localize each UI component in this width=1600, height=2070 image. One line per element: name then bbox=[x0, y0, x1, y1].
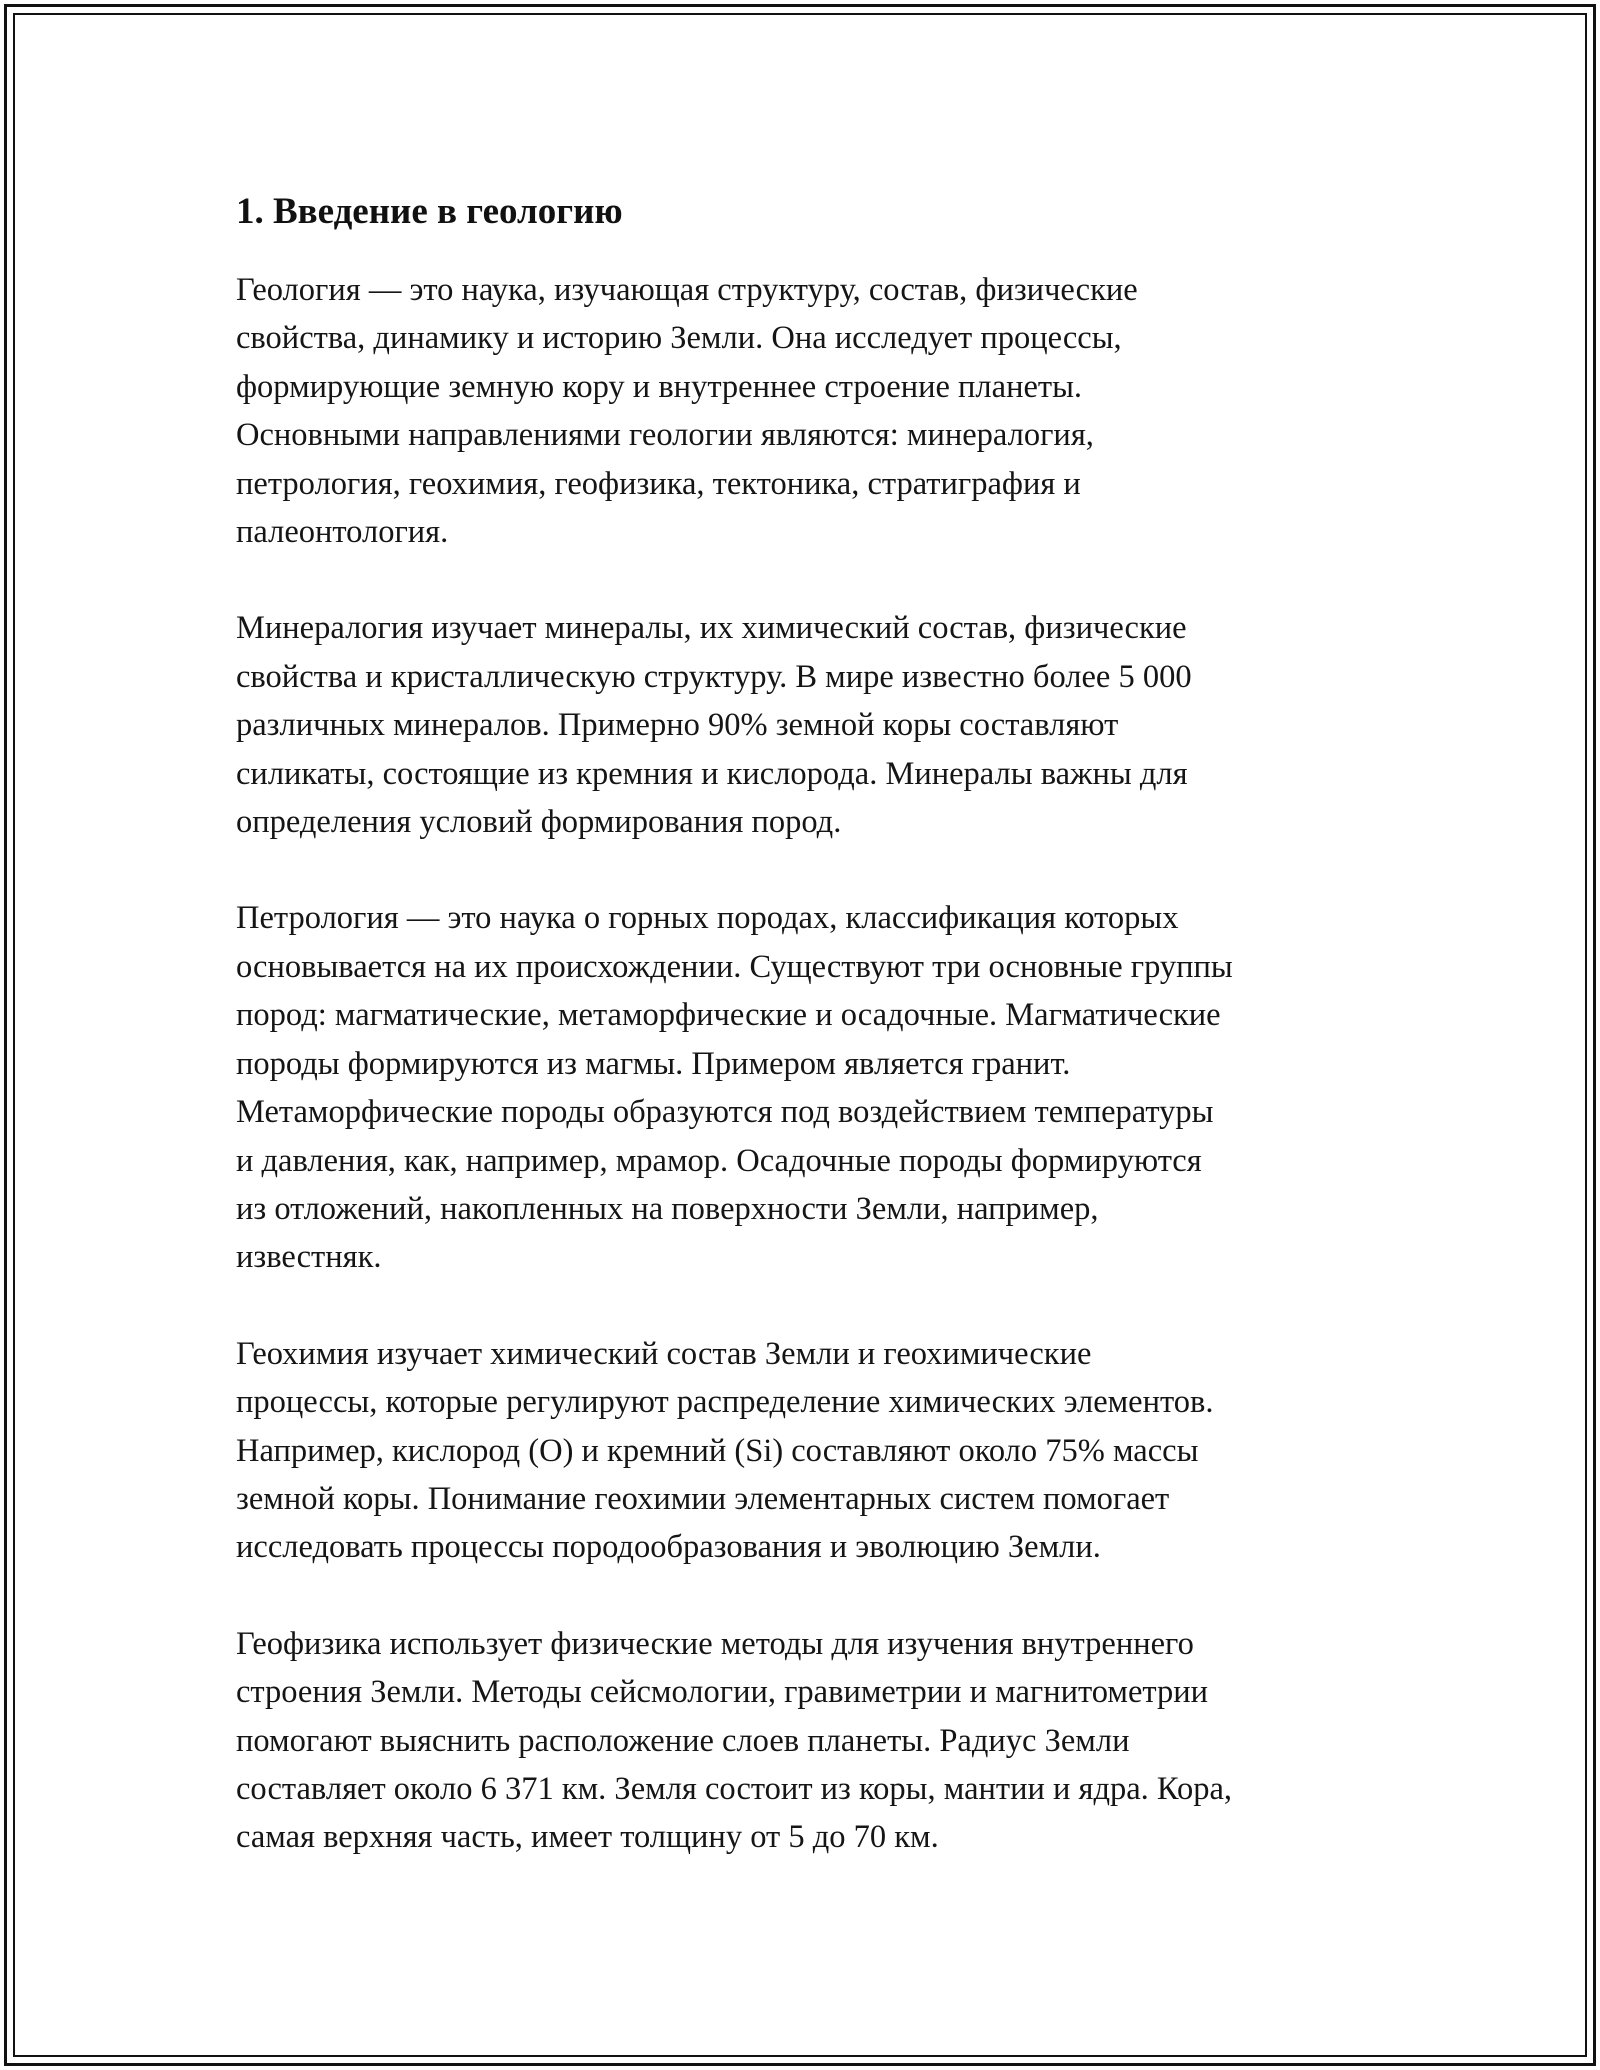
text-line: палеонтология. bbox=[236, 514, 449, 551]
text-line: помогают выяснить расположение слоев планеты. Радиус Земли bbox=[236, 1722, 1130, 1759]
text-line: известняк. bbox=[236, 1239, 382, 1276]
text-line: самая верхняя часть, имеет толщину от 5 до 70 км. bbox=[236, 1819, 939, 1856]
text-line: Геология — это наука, изучающая структуру, состав, физические bbox=[236, 272, 1138, 308]
paragraph-geology bbox=[236, 266, 1386, 556]
paragraph-mineralogy bbox=[236, 604, 1386, 846]
text-line: составляет около 6 371 км. Земля состоит из коры, мантии и ядра. Кора, bbox=[236, 1770, 1233, 1807]
text-line: силикаты, состоящие из кремния и кислорода. Минералы важны для bbox=[236, 755, 1188, 792]
section-heading: 1. Введение в геологию bbox=[236, 191, 623, 232]
text-line: определения условий формирования пород. bbox=[236, 804, 842, 841]
text-line: Геофизика использует физические методы для изучения внутреннего bbox=[236, 1625, 1194, 1662]
text-line: формирующие земную кору и внутреннее строение планеты. bbox=[236, 368, 1083, 405]
text-line: Минералогия изучает минералы, их химический состав, физические bbox=[236, 610, 1187, 647]
text-line: свойства и кристаллическую структуру. В мире известно более 5 000 bbox=[236, 658, 1192, 695]
text-line: свойства, динамику и историю Земли. Она исследует процессы, bbox=[236, 320, 1122, 357]
text-line: Геохимия изучает химический состав Земли и геохимические bbox=[236, 1335, 1092, 1372]
text-line: Петрология — это наука о горных породах, классификация которых bbox=[236, 900, 1179, 937]
paragraph-geochemistry bbox=[236, 1330, 1386, 1572]
document-body bbox=[236, 186, 1386, 1910]
text-line: исследовать процессы породообразования и эволюцию Земли. bbox=[236, 1529, 1101, 1566]
text-line: из отложений, накопленных на поверхности Земли, например, bbox=[236, 1190, 1099, 1227]
paragraph-geophysics bbox=[236, 1620, 1386, 1862]
paragraph-petrology bbox=[236, 894, 1386, 1281]
text-line: земной коры. Понимание геохимии элементарных систем помогает bbox=[236, 1480, 1170, 1517]
text-line: Основными направлениями геологии являются: минералогия, bbox=[236, 417, 1094, 454]
text-line: основывается на их происхождении. Существуют три основные группы bbox=[236, 948, 1233, 985]
text-line: Например, кислород (O) и кремний (Si) составляют около 75% массы bbox=[236, 1432, 1199, 1469]
paragraph-list bbox=[236, 266, 1386, 1862]
text-line: и давления, как, например, мрамор. Осадочные породы формируются bbox=[236, 1142, 1202, 1179]
text-line: петрология, геохимия, геофизика, тектоника, стратиграфия и bbox=[236, 465, 1081, 502]
text-line: породы формируются из магмы. Примером является гранит. bbox=[236, 1045, 1071, 1082]
text-line: пород: магматические, метаморфические и осадочные. Магматические bbox=[236, 997, 1221, 1034]
text-line: процессы, которые регулируют распределение химических элементов. bbox=[236, 1384, 1214, 1421]
text-line: Метаморфические породы образуются под воздействием температуры bbox=[236, 1094, 1214, 1131]
text-line: различных минералов. Примерно 90% земной коры составляют bbox=[236, 707, 1119, 744]
text-line: строения Земли. Методы сейсмологии, гравиметрии и магнитометрии bbox=[236, 1674, 1209, 1711]
